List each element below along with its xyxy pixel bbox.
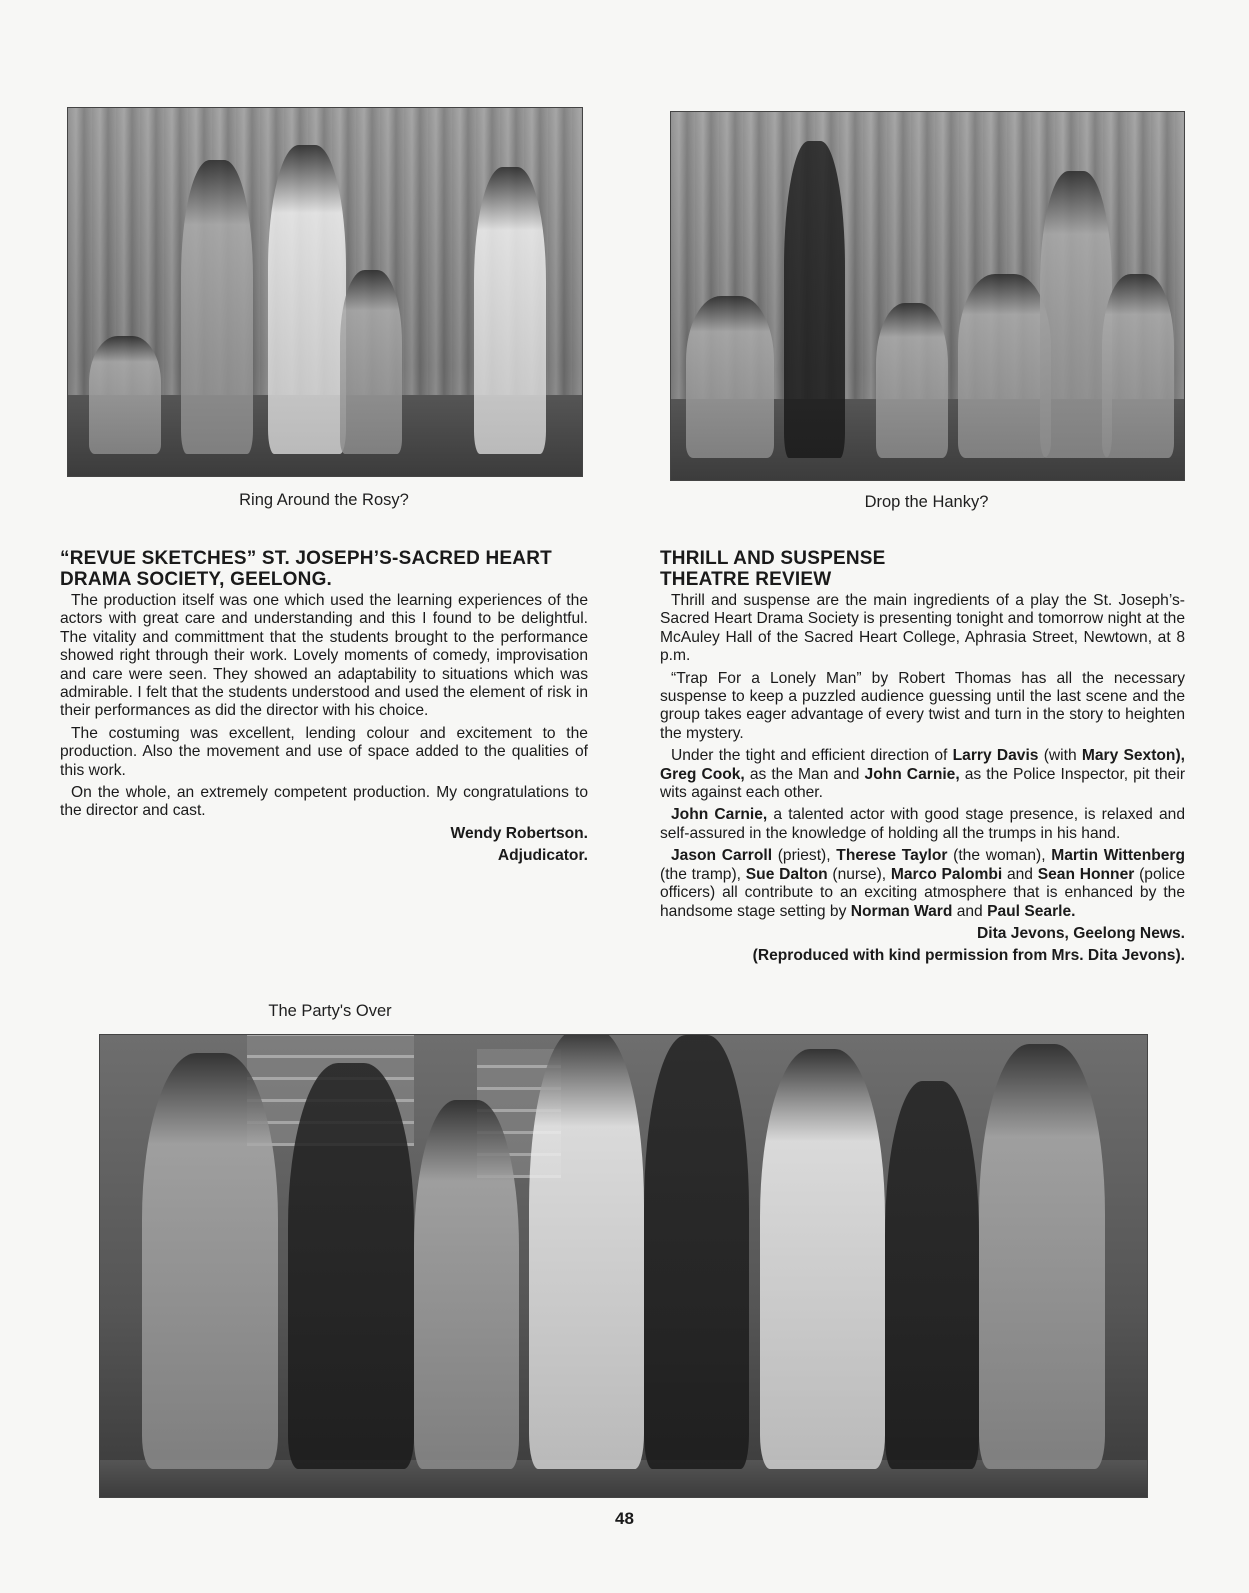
- right-article-title-line1: THRILL AND SUSPENSE: [660, 548, 886, 569]
- photo-caption: Ring Around the Rosy?: [239, 491, 409, 509]
- person-name: John Carnie,: [671, 806, 768, 824]
- left-article-title: “REVUE SKETCHES” ST. JOSEPH’S-SACRED HEART DRAMA SOCIETY, GEELONG.: [60, 548, 552, 590]
- right-article-paragraph: [660, 747, 1185, 802]
- text-run: a talented actor with good stage presence, is relaxed and self-assured in the knowledge of holding all the trumps in his hand.: [660, 806, 1185, 842]
- left-article: [60, 548, 588, 870]
- left-article-signature-name: Wendy Robertson.: [450, 824, 588, 842]
- person-name: Therese Taylor: [836, 847, 948, 865]
- photo-the-partys-over: [99, 1034, 1148, 1498]
- right-article-signature: Dita Jevons, Geelong News.: [977, 924, 1185, 942]
- right-article: [660, 548, 1185, 970]
- right-article-paragraph: [660, 806, 1185, 843]
- text-run: (with: [1038, 747, 1082, 765]
- text-run: (priest),: [772, 847, 837, 865]
- right-article-paragraph: [660, 847, 1185, 921]
- person-name: Larry Davis: [952, 747, 1039, 765]
- text-run: as the Police Inspector, pit their wits against each other.: [660, 765, 1186, 802]
- person-name: Paul Searle.: [987, 902, 1076, 920]
- person-name: Mary Sexton), Greg Cook,: [660, 747, 1185, 783]
- person-name: Martin Wittenberg: [1051, 847, 1186, 865]
- text-run: (the tramp),: [660, 865, 746, 883]
- person-name: Sean Honner: [1037, 865, 1135, 883]
- right-article-title-line2: THEATRE REVIEW: [660, 569, 832, 590]
- text-run: (police officers) all contribute to an exciting atmosphere that is enhanced by the handsome stage setting by: [660, 865, 1186, 920]
- left-article-paragraph: The costuming was excellent, lending colour and excitement to the production. Also the movement and use of space added to the qualities of this work.: [60, 724, 588, 779]
- right-article-title: [660, 548, 1185, 590]
- text-run: and: [952, 902, 988, 920]
- text-run: and: [1002, 865, 1038, 883]
- photo-caption: The Party's Over: [268, 1002, 392, 1020]
- right-article-permission: (Reproduced with kind permission from Mrs. Dita Jevons).: [752, 947, 1185, 965]
- photo-drop-the-hanky: [670, 111, 1185, 481]
- person-name: Jason Carroll: [671, 847, 773, 865]
- text-run: Under the tight and efficient direction of: [671, 747, 953, 765]
- person-name: Norman Ward: [850, 902, 953, 920]
- text-run: (nurse),: [827, 865, 891, 883]
- left-article-paragraph: On the whole, an extremely competent production. My congratulations to the director and cast.: [60, 784, 588, 820]
- text-run: (the woman),: [947, 847, 1052, 865]
- text-run: as the Man and: [744, 765, 865, 783]
- right-article-paragraph: “Trap For a Lonely Man” by Robert Thomas has all the necessary suspense to keep a puzzled audience guessing until the last scene and the group takes eager advantage of every twist and turn in the story to heighten the mystery.: [660, 669, 1185, 742]
- person-name: Sue Dalton: [745, 865, 828, 883]
- left-article-paragraph: The production itself was one which used the learning experiences of the actors with great care and understanding and this I found to be delightful. The vitality and committment that the students brought to the performance showed right through their work. Lovely moments of comedy, improvisation and care were seen. They showed an adaptability to situations which was admirable. I felt that the students understood and used the element of risk in their performances as did the director with his choice.: [60, 592, 588, 720]
- left-article-signature-role: Adjudicator.: [497, 847, 588, 865]
- person-name: John Carnie,: [864, 765, 960, 783]
- right-article-paragraph: Thrill and suspense are the main ingredients of a play the St. Joseph’s-Sacred Heart Drama Society is presenting tonight and tomorrow night at the McAuley Hall of the Sacred Heart College, Aphrasia Street, Newtown, at 8 p.m.: [660, 592, 1185, 665]
- person-name: Marco Palombi: [890, 865, 1003, 883]
- photo-ring-around-the-rosy: [67, 107, 583, 477]
- photo-caption: Drop the Hanky?: [864, 493, 989, 511]
- page-number: 48: [615, 1509, 634, 1528]
